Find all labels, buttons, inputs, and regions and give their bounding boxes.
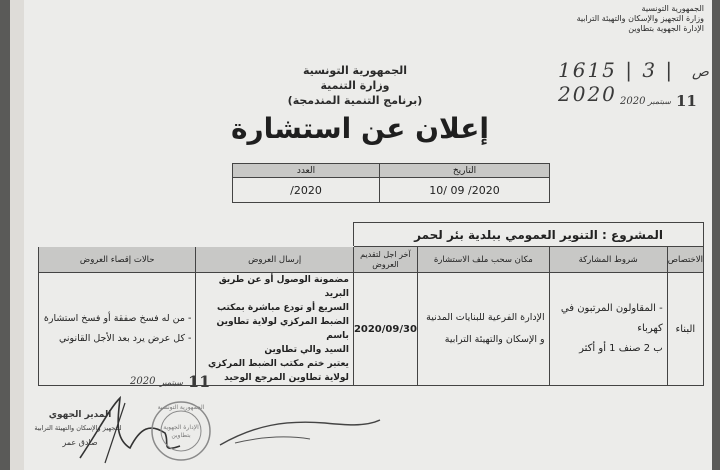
header-file-location: مكان سحب ملف الاستشارة <box>417 247 549 273</box>
exclusion-item: - كل عرض يرد بعد الأجل القانوني <box>58 333 192 344</box>
condition-line: كهرباء <box>637 323 663 334</box>
bottom-date-year: 2020 <box>130 376 156 387</box>
top-date <box>620 92 697 112</box>
project-title: المشروع : التنوير العمومي ببلدية بئر لحمر <box>353 223 703 247</box>
signature-flourish <box>215 405 385 455</box>
stamp-center-line1: الإدارة الجهوية <box>163 424 199 431</box>
file-location-cell <box>417 273 549 386</box>
top-date-month: سبتمبر <box>648 97 671 106</box>
exclusions-cell <box>39 273 196 386</box>
top-date-day: 11 <box>676 92 697 110</box>
header-specialty: الاختصاص <box>667 247 703 273</box>
submission-line: لولاية تطاوين المرجع الوحيد <box>224 373 349 383</box>
submission-line: الضبط المركزي لولاية تطاوين باسم <box>216 317 349 341</box>
exclusion-item: - من له فسخ صفقة أو فسخ استشارة <box>43 313 192 324</box>
submission-line: مضمونة الوصول أو عن طريق البريد <box>218 275 349 299</box>
header-deadline: آخر اجل لتقديم العروض <box>353 247 417 273</box>
number-date-table <box>232 163 550 203</box>
header-ministry: وزارة التنمية <box>320 79 390 92</box>
official-stamp <box>150 400 212 462</box>
header-program: (برنامج التنمية المندمجة) <box>287 94 423 107</box>
main-title: إعلان عن استشارة <box>231 112 489 145</box>
bottom-date-month: سبتمبر <box>160 378 183 387</box>
details-table <box>38 222 704 386</box>
submission-line: السريع أو تودع مباشرة بمكتب <box>216 303 349 313</box>
corner-header-line1: الجمهورية التونسية <box>641 4 704 13</box>
handwritten-reference: 1615 | 3 | 2020 <box>558 58 675 106</box>
number-label: العدد <box>233 164 380 178</box>
stamp-center-line2: بتطاوين <box>171 432 191 439</box>
condition-line: - المقاولون المرتبون في <box>560 303 663 314</box>
file-location-line: الإدارة الفرعية للبنايات المدنية <box>426 312 545 323</box>
stamp-ring-text: الجمهورية التونسية <box>157 404 205 411</box>
conditions-cell <box>549 273 667 386</box>
submission-cell <box>196 273 353 386</box>
header-exclusions: حالات إقصاء العروض <box>39 247 196 273</box>
signature-name: صادق عمر <box>62 438 98 447</box>
bottom-date-day: 11 <box>188 372 211 391</box>
corner-header-line3: الإدارة الجهوية بتطاوين <box>628 24 704 33</box>
date-label: التاريخ <box>380 164 550 178</box>
deadline-cell: 2020/09/30 <box>353 273 417 386</box>
submission-line: السيد والي تطاوين <box>264 345 349 355</box>
specialty-cell: البناء <box>667 273 703 386</box>
header-republic: الجمهورية التونسية <box>302 64 408 77</box>
document-page <box>10 0 712 470</box>
condition-line: ب 2 صنف 1 أو أكثر <box>579 343 663 354</box>
submission-line: يعتبر ختم مكتب الضبط المركزي <box>207 359 349 369</box>
signature-title: المدير الجهوي <box>48 410 112 420</box>
header-conditions: شروط المشاركة <box>549 247 667 273</box>
file-location-line: و الإسكان والتهيئة الترابية <box>444 334 545 345</box>
header-submission: إرسال العروض <box>196 247 353 273</box>
date-value: 2020/ 09 /10 <box>380 178 550 203</box>
reference-suffix: ص <box>692 64 709 80</box>
corner-header-line2: وزارة التجهيز والإسكان والتهيئة الترابية <box>576 14 704 23</box>
top-date-year: 2020 <box>620 96 646 107</box>
signature-ministry: للتجهيز والإسكان والتهيئة الترابية <box>34 424 122 432</box>
page-shadow <box>10 0 24 470</box>
number-value: 2020/ <box>233 178 380 203</box>
